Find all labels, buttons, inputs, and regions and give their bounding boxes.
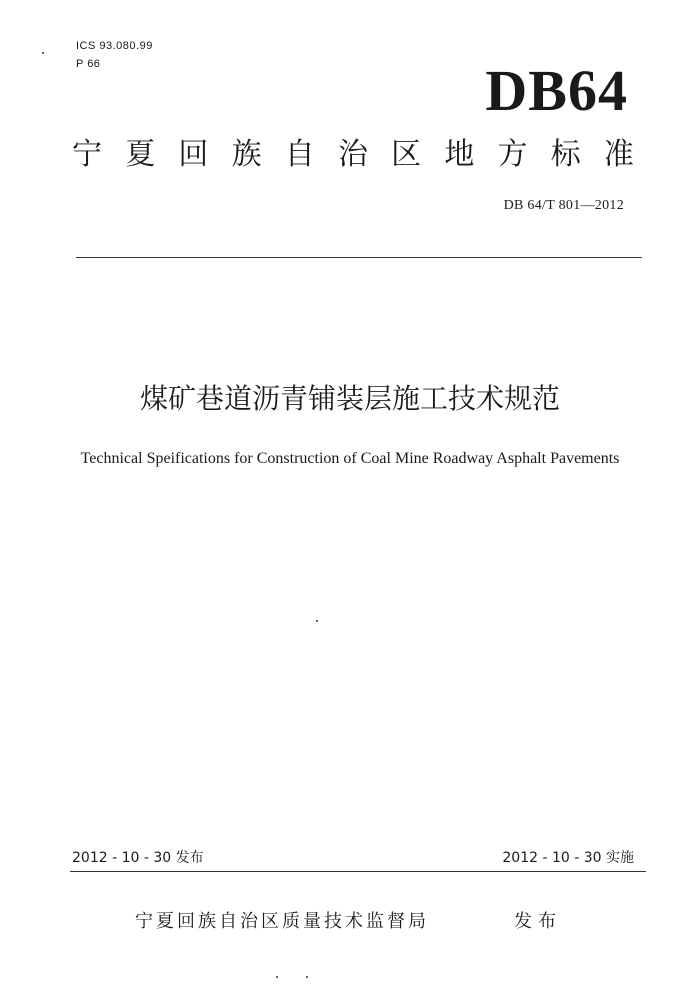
standard-code-logo: DB64 [485, 58, 628, 123]
standard-type-char: 夏 [125, 137, 156, 172]
ccs-code: P 66 [76, 58, 101, 70]
standard-number: DB 64/T 801—2012 [503, 198, 624, 213]
standard-type-char: 准 [603, 137, 634, 172]
scan-speck [316, 620, 318, 622]
standard-type-char: 地 [444, 137, 475, 172]
document-title-en: Technical Speifications for Construction of Coal Mine Roadway Asphalt Pavements [80, 450, 620, 467]
standard-type-char: 治 [337, 137, 368, 172]
standard-type-char: 族 [231, 137, 262, 172]
document-title-cn: 煤矿巷道沥青铺装层施工技术规范 [139, 382, 560, 415]
footer-divider [70, 871, 646, 872]
issuing-authority: 宁夏回族自治区质量技术监督局 [135, 911, 429, 932]
implementation-date: 2012 - 10 - 30 实施 [502, 850, 634, 866]
issuer-action: 发布 [514, 911, 562, 932]
standard-type-char: 方 [497, 137, 528, 172]
standard-type-heading [72, 137, 634, 172]
standard-type-char: 宁 [72, 137, 102, 172]
header-divider [76, 257, 642, 258]
standard-type-char: 标 [550, 137, 581, 172]
scan-speck [42, 52, 44, 54]
scan-speck [306, 976, 308, 978]
ics-code: ICS 93.080.99 [76, 40, 153, 52]
issue-date: 2012 - 10 - 30 发布 [72, 850, 204, 866]
scan-speck [276, 976, 278, 978]
standard-type-char: 区 [391, 137, 422, 172]
standard-type-char: 回 [178, 137, 209, 172]
standard-type-char: 自 [284, 137, 315, 172]
